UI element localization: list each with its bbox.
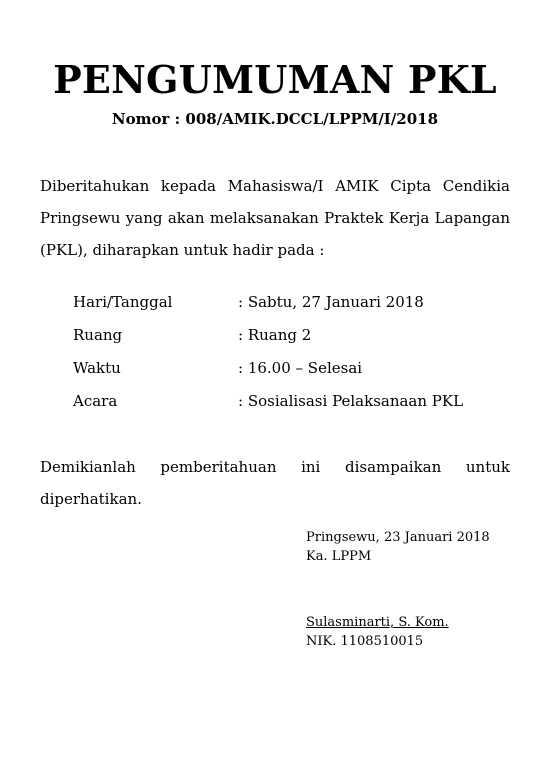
document-number: Nomor : 008/AMIK.DCCL/LPPM/I/2018 bbox=[111, 110, 439, 128]
detail-value: : Ruang 2 bbox=[238, 326, 312, 344]
detail-label: Waktu bbox=[73, 359, 121, 377]
signatory-nik: NIK. 1108510015 bbox=[306, 634, 424, 649]
detail-label: Acara bbox=[73, 392, 118, 410]
detail-row-room bbox=[73, 319, 513, 352]
detail-value: : Sabtu, 27 Januari 2018 bbox=[238, 293, 424, 311]
detail-label: Hari/Tanggal bbox=[73, 293, 173, 311]
signature-role: Ka. LPPM bbox=[306, 549, 372, 564]
detail-value: : 16.00 – Selesai bbox=[238, 359, 363, 377]
event-details bbox=[73, 286, 513, 418]
closing-paragraph: Demikianlah pemberitahuan ini disampaikan untuk diperhatikan. bbox=[40, 458, 510, 508]
detail-row-date bbox=[73, 286, 513, 319]
signature-place-date: Pringsewu, 23 Januari 2018 bbox=[306, 530, 490, 545]
detail-label: Ruang bbox=[73, 326, 123, 344]
detail-value: : Sosialisasi Pelaksanaan PKL bbox=[238, 392, 464, 410]
intro-paragraph: Diberitahukan kepada Mahasiswa/I AMIK Cipta Cendikia Pringsewu yang akan melaksanakan Praktek Kerja Lapangan (PKL), diharapkan untuk hadir pada : bbox=[40, 177, 510, 259]
document-title: PENGUMUMAN PKL bbox=[53, 57, 497, 102]
signatory-name: Sulasminarti, S. Kom. bbox=[306, 615, 449, 630]
detail-row-time bbox=[73, 352, 513, 385]
detail-row-event bbox=[73, 385, 513, 418]
